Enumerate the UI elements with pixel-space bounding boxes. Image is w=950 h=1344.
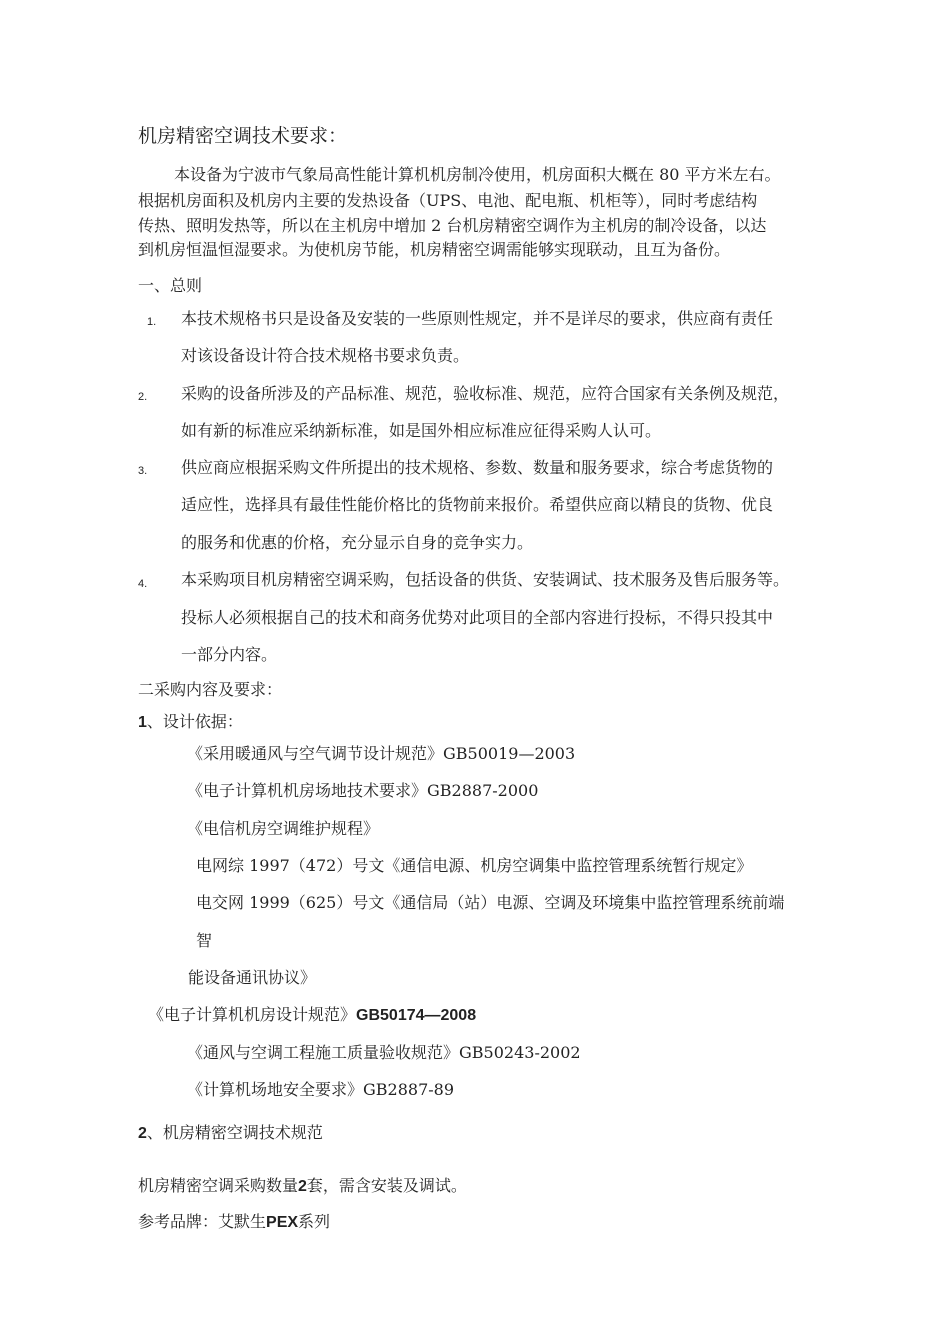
quantity-line [138, 1176, 467, 1197]
standard-item: 电网综 1997（472）号文《通信电源、机房空调集中监控管理系统暂行规定》 [196, 856, 753, 875]
standard-item: 《电信机房空调维护规程》 [187, 819, 380, 838]
list-item-line: 的服务和优惠的价格，充分显示自身的竞争实力。 [181, 533, 534, 552]
standard-item: 《电子计算机机房场地技术要求》GB2887-2000 [187, 781, 539, 800]
subsection-spec [138, 1123, 323, 1144]
list-item-number: 2. [138, 391, 148, 403]
list-item-line: 对该设备设计符合技术规格书要求负责。 [181, 346, 470, 365]
standard-item: 《通风与空调工程施工质量验收规范》GB50243-2002 [187, 1043, 581, 1062]
standard-item: 《计算机场地安全要求》GB2887-89 [187, 1080, 455, 1099]
quantity-value: 2 [298, 1178, 307, 1195]
standard-item: 智 [196, 931, 213, 950]
subsection-number: 1 [138, 714, 147, 731]
standard-item: 电交网 1999（625）号文《通信局（站）电源、空调及环境集中监控管理系统前端 [196, 893, 785, 912]
list-item-line: 采购的设备所涉及的产品标准、规范，验收标准、规范，应符合国家有关条例及规范， [181, 384, 790, 403]
list-item-line: 适应性，选择具有最佳性能价格比的货物前来报价。希望供应商以精良的货物、优良 [181, 495, 774, 514]
list-item-line: 供应商应根据采购文件所提出的技术规格、参数、数量和服务要求，综合考虑货物的 [181, 458, 774, 477]
list-item-line: 投标人必须根据自己的技术和商务优势对此项目的全部内容进行投标，不得只投其中 [181, 608, 774, 627]
list-item-line: 如有新的标准应采纳新标准，如是国外相应标准应征得采购人认可。 [181, 421, 662, 440]
quantity-text: 机房精密空调采购数量 [138, 1176, 299, 1195]
standard-title: 《电子计算机机房设计规范》 [148, 1005, 357, 1024]
subsection-label: 、设计依据： [146, 712, 243, 731]
section-heading-procurement: 二采购内容及要求： [138, 680, 283, 699]
brand-text: 系列 [298, 1212, 331, 1231]
list-item-line: 本采购项目机房精密空调采购，包括设备的供货、安装调试、技术服务及售后服务等。 [181, 570, 790, 589]
standard-item-bold [148, 1005, 476, 1026]
brand-line [138, 1212, 330, 1233]
list-item-line: 本技术规格书只是设备及安装的一些原则性规定，并不是详尽的要求，供应商有责任 [181, 309, 774, 328]
brand-text: 参考品牌：艾默生 [138, 1212, 267, 1231]
list-item-number: 3. [138, 465, 148, 477]
brand-model: PEX [266, 1214, 299, 1231]
subsection-number: 2 [138, 1125, 147, 1142]
list-item-number: 1. [147, 316, 157, 328]
quantity-text: 套，需含安装及调试。 [306, 1176, 467, 1195]
subsection-design-basis [138, 712, 243, 733]
intro-line-3: 传热、照明发热等，所以在主机房中增加 2 台机房精密空调作为主机房的制冷设备，以达 [138, 216, 767, 235]
intro-line-1: 本设备为宁波市气象局高性能计算机机房制冷使用，机房面积大概在 80 平方米左右。 [174, 165, 781, 184]
standard-code: GB50174—2008 [356, 1007, 477, 1024]
subsection-label: 、机房精密空调技术规范 [146, 1123, 323, 1142]
list-item-number: 4. [138, 578, 148, 590]
section-heading-general: 一、总则 [138, 276, 203, 295]
page-title: 机房精密空调技术要求： [138, 125, 348, 147]
intro-line-4: 到机房恒温恒湿要求。为使机房节能，机房精密空调需能够实现联动，且互为备份。 [138, 240, 731, 259]
standard-item: 能设备通讯协议》 [188, 968, 317, 987]
intro-line-2: 根据机房面积及机房内主要的发热设备（UPS、电池、配电瓶、机柜等），同时考虑结构 [138, 191, 758, 210]
list-item-line: 一部分内容。 [181, 645, 278, 664]
standard-item: 《采用暖通风与空气调节设计规范》GB50019—2003 [187, 744, 576, 763]
